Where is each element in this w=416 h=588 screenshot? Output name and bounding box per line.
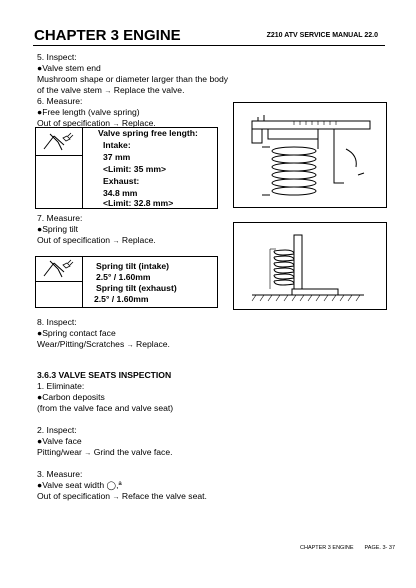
step-7-action: Replace.: [121, 235, 156, 245]
step-7-text-label: Out of specification: [37, 235, 111, 245]
inspect-action: Grind the valve face.: [93, 447, 173, 457]
inspect-item: ●Valve face: [37, 436, 82, 446]
step-6-item: ●Free length (valve spring): [37, 107, 140, 117]
step-7-heading: 7. Measure:: [37, 213, 83, 223]
spec-2-intake-label: Spring tilt (intake): [96, 261, 170, 271]
footer: [300, 545, 395, 551]
step-6-text-label: Out of specification: [37, 118, 111, 128]
inspect-text-label: Pitting/wear: [37, 447, 82, 457]
step-8-text: [37, 339, 170, 351]
arrow-icon: →: [112, 494, 120, 501]
step-5-action: Replace the valve.: [113, 85, 185, 95]
measure-text-label: Out of specification: [37, 491, 111, 501]
spec-2-intake-value: 2.5° / 1.60mm: [96, 272, 151, 282]
header-rule: [33, 45, 385, 46]
spring-tilt-illustration: [233, 222, 387, 310]
spec-box-spring-tilt: [35, 256, 218, 308]
step-7-item: ●Spring tilt: [37, 224, 79, 234]
step-8-heading: 8. Inspect:: [37, 317, 77, 327]
arrow-icon: →: [112, 121, 120, 128]
measure-heading: 3. Measure:: [37, 469, 83, 479]
inspect-heading: 2. Inspect:: [37, 425, 77, 435]
eliminate-heading: 1. Eliminate:: [37, 381, 85, 391]
step-5-heading: 5. Inspect:: [37, 52, 77, 62]
section-heading: 3.6.3 VALVE SEATS INSPECTION: [37, 370, 172, 380]
arrow-icon: →: [104, 88, 112, 95]
manual-title: Z210 ATV SERVICE MANUAL 22.0: [266, 32, 378, 39]
inspect-text: [37, 447, 173, 459]
spec-box-free-length: [35, 127, 218, 209]
spec-1-intake-limit: <Limit: 35 mm>: [103, 164, 167, 174]
measure-item-label: ●Valve seat width: [37, 480, 105, 490]
spec-2-exhaust-value: 2.5° / 1.60mm: [94, 294, 149, 304]
eliminate-text: (from the valve face and valve seat): [37, 403, 174, 413]
footer-chapter: CHAPTER 3 ENGINE: [300, 545, 354, 551]
spec-1-exhaust-limit: <Limit: 32.8 mm>: [103, 198, 174, 208]
caliper-spec-icon: [36, 128, 82, 155]
step-5-text-1: Mushroom shape or diameter larger than the body: [37, 74, 229, 84]
spec-blank-cell: [36, 155, 83, 208]
spec-2-exhaust-label: Spring tilt (exhaust): [96, 283, 177, 293]
eliminate-item: ●Carbon deposits: [37, 392, 105, 402]
spec-1-intake: Intake:: [103, 140, 131, 150]
step-8-action: Replace.: [136, 339, 170, 349]
step-8-text-label: Wear/Pitting/Scratches: [37, 339, 125, 349]
spec-icon-cell: [36, 128, 83, 156]
step-6-heading: 6. Measure:: [37, 96, 83, 106]
measure-text: [37, 491, 207, 503]
arrow-icon: →: [126, 342, 134, 349]
spring-tilt-drawing: [234, 223, 386, 309]
step-5-text-2-label: of the valve stem: [37, 85, 102, 95]
spec-blank-cell: [36, 281, 83, 307]
step-5-item: ●Valve stem end: [37, 63, 101, 73]
step-6-action: Replace.: [121, 118, 156, 128]
arrow-icon: →: [84, 450, 92, 457]
footer-page: PAGE. 3- 37: [364, 545, 396, 551]
measure-action: Reface the valve seat.: [121, 491, 207, 501]
spec-1-intake-value: 37 mm: [103, 152, 131, 162]
caliper-spec-icon: [36, 257, 82, 281]
arrow-icon: →: [112, 238, 120, 245]
spec-1-title: Valve spring free length:: [98, 128, 198, 138]
caliper-illustration: [233, 102, 387, 208]
spec-1-exhaust: Exhaust:: [103, 176, 140, 186]
spec-icon-cell: [36, 257, 83, 282]
step-7-text: [37, 235, 156, 247]
chapter-title: CHAPTER 3 ENGINE: [34, 27, 181, 44]
measure-item: [37, 480, 122, 491]
seat-width-symbol: ◯,ª: [106, 480, 122, 490]
caliper-drawing: [234, 103, 386, 207]
spec-1-exhaust-value: 34.8 mm: [103, 188, 138, 198]
step-8-item: ●Spring contact face: [37, 328, 116, 338]
